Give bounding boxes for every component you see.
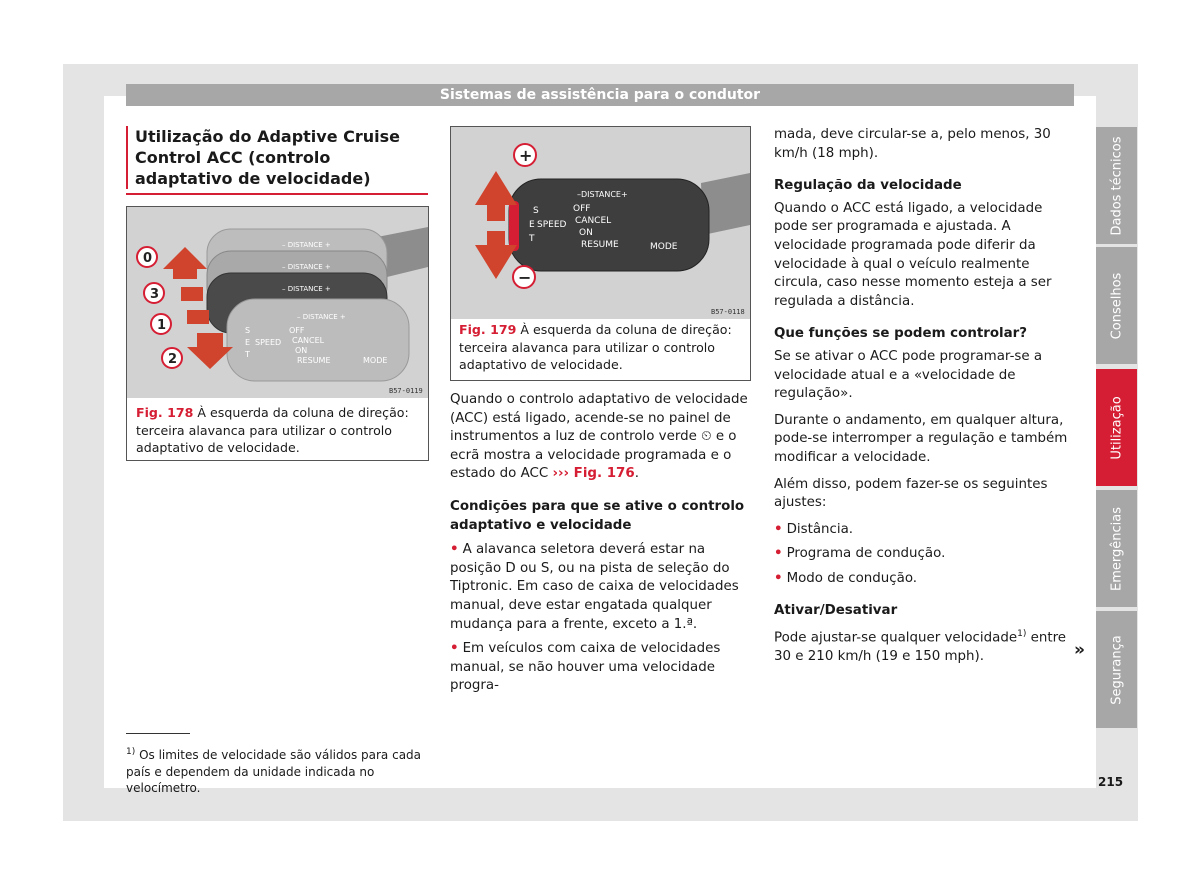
middle-column bbox=[450, 391, 748, 696]
figure-178-image bbox=[127, 207, 428, 398]
svg-text:CANCEL: CANCEL bbox=[292, 336, 325, 345]
paragraph-funcoes: Se se ativar o ACC pode programar-se a velocidade atual e a «velocidade de regulação». bbox=[774, 348, 1043, 402]
paragraph-acc-on: Quando o controlo adaptativo de velocidade (ACC) está ligado, acende-se no painel de instrumentos a luz de controlo verde ⏲ e o ecrã mostra a velocidade programada e o estado do ACC ››› Fig. 176. bbox=[450, 392, 748, 482]
figure-178-code: B57-0119 bbox=[389, 387, 423, 395]
svg-text:T: T bbox=[245, 350, 250, 359]
figure-179-code: B57-0118 bbox=[711, 308, 745, 316]
svg-text:– DISTANCE +: – DISTANCE + bbox=[282, 263, 331, 271]
paragraph-regulacao: Quando o ACC está ligado, a velocidade pode ser programada e ajustada. A velocidade programada pode diferir da velocidade à qual o veículo realmente circula, caso nesse momento esteja a ser regulada a distância. bbox=[774, 200, 1052, 309]
svg-text:OFF: OFF bbox=[289, 326, 305, 335]
bullet-item: • A alavanca seletora deverá estar na posição D ou S, ou na pista de seleção do Tiptronic. Em caso de caixa de velocidades manual, deve estar engatada qualquer mudança para a frente, exceto a 1.ª. bbox=[450, 541, 748, 634]
svg-text:ON: ON bbox=[295, 346, 308, 355]
tab-conselhos[interactable]: Conselhos bbox=[1096, 247, 1137, 364]
svg-text:E: E bbox=[529, 220, 535, 230]
figure-178-caption bbox=[136, 404, 420, 457]
svg-text:0: 0 bbox=[143, 251, 153, 266]
callout-3 bbox=[144, 283, 164, 303]
tab-dados-tecnicos[interactable]: Dados técnicos bbox=[1096, 127, 1137, 244]
svg-text:–DISTANCE+: –DISTANCE+ bbox=[577, 190, 628, 199]
section-heading-block bbox=[126, 126, 428, 189]
svg-text:MODE: MODE bbox=[363, 356, 388, 365]
svg-text:T: T bbox=[529, 234, 535, 244]
paragraph-continued: mada, deve circular-se a, pelo menos, 30 km/h (18 mph). bbox=[774, 127, 1051, 161]
figure-178 bbox=[126, 206, 429, 461]
tab-seguranca[interactable]: Segurança bbox=[1096, 611, 1137, 728]
figure-179-image bbox=[451, 127, 750, 319]
plus-callout bbox=[514, 144, 536, 166]
section-header: Sistemas de assistência para o condutor bbox=[126, 84, 1074, 106]
svg-text:1: 1 bbox=[157, 318, 167, 333]
page-number: 215 bbox=[1098, 775, 1124, 789]
continue-icon: » bbox=[1074, 640, 1085, 660]
svg-text:ON: ON bbox=[579, 228, 593, 238]
svg-text:RESUME: RESUME bbox=[581, 240, 619, 250]
footnote-rule bbox=[126, 733, 190, 734]
callout-1 bbox=[151, 314, 171, 334]
callout-2 bbox=[162, 348, 182, 368]
svg-text:2: 2 bbox=[168, 352, 178, 367]
bullet-item: • Em veículos com caixa de velocidades manual, se não houver uma velocidade progra- bbox=[450, 640, 748, 696]
svg-text:– DISTANCE +: – DISTANCE + bbox=[282, 285, 331, 293]
bullet-item: • Programa de condução. bbox=[774, 545, 1070, 564]
figure-179-caption bbox=[459, 321, 743, 374]
paragraph-ativar: Pode ajustar-se qualquer velocidade$^{1)}$ entre 30 e 210 km/h (19 e 150 mph). bbox=[774, 629, 1067, 665]
bullet-item: • Distância. bbox=[774, 521, 1070, 540]
svg-text:SPEED: SPEED bbox=[537, 220, 567, 230]
svg-text:CANCEL: CANCEL bbox=[575, 216, 612, 226]
svg-text:S: S bbox=[533, 206, 539, 216]
tab-utilizacao[interactable]: Utilização bbox=[1096, 369, 1137, 486]
section-heading: Utilização do Adaptive Cruise Control ACC (controlo adaptativo de velocidade) bbox=[135, 127, 401, 188]
svg-text:SPEED: SPEED bbox=[255, 338, 282, 347]
subheading-conditions: Condições para que se ative o controlo adaptativo e velocidade bbox=[450, 498, 745, 533]
callout-0 bbox=[137, 247, 157, 267]
figure-178-ref: Fig. 178 bbox=[136, 405, 194, 420]
figure-179 bbox=[450, 126, 751, 381]
subheading-ativar: Ativar/Desativar bbox=[774, 603, 898, 619]
footnote-marker: 1) bbox=[1017, 629, 1027, 640]
lever-illustration bbox=[127, 207, 428, 398]
svg-text:E: E bbox=[245, 338, 251, 347]
svg-text:OFF: OFF bbox=[573, 204, 591, 214]
footnote: $^{1)}$ Os limites de velocidade são válidos para cada país e dependem da unidade indicada no velocímetro. bbox=[126, 747, 422, 795]
svg-text:RESUME: RESUME bbox=[297, 356, 331, 365]
subheading-funcoes: Que funções se podem controlar? bbox=[774, 326, 1028, 342]
link-fig-176[interactable]: ››› Fig. 176 bbox=[552, 466, 635, 482]
svg-text:– DISTANCE +: – DISTANCE + bbox=[282, 241, 331, 249]
figure-179-caption-text: À esquerda da coluna de direção: terceira alavanca para utilizar o controlo adaptativo de velocidade. bbox=[459, 322, 732, 372]
bullet-item: • Modo de condução. bbox=[774, 570, 1070, 589]
tab-emergencias[interactable]: Emergências bbox=[1096, 490, 1137, 607]
paragraph-andamento: Durante o andamento, em qualquer altura, pode-se interromper a regulação e também modificar a velocidade. bbox=[774, 412, 1068, 465]
minus-callout bbox=[513, 266, 535, 288]
heading-rule bbox=[126, 193, 428, 195]
figure-179-ref: Fig. 179 bbox=[459, 322, 517, 337]
figure-178-caption-text: À esquerda da coluna de direção: terceira alavanca para utilizar o controlo adaptativo de velocidade. bbox=[136, 405, 409, 455]
svg-text:MODE: MODE bbox=[650, 242, 678, 252]
svg-text:– DISTANCE +: – DISTANCE + bbox=[297, 313, 346, 321]
svg-text:+: + bbox=[519, 146, 533, 165]
lever-illustration-2 bbox=[451, 127, 750, 319]
svg-text:3: 3 bbox=[150, 287, 160, 302]
svg-text:S: S bbox=[245, 326, 251, 335]
left-column bbox=[126, 126, 428, 195]
subheading-regulacao: Regulação da velocidade bbox=[774, 178, 962, 194]
right-column bbox=[774, 126, 1070, 667]
paragraph-ajustes: Além disso, podem fazer-se os seguintes ajustes: bbox=[774, 476, 1048, 511]
svg-text:−: − bbox=[518, 268, 532, 287]
